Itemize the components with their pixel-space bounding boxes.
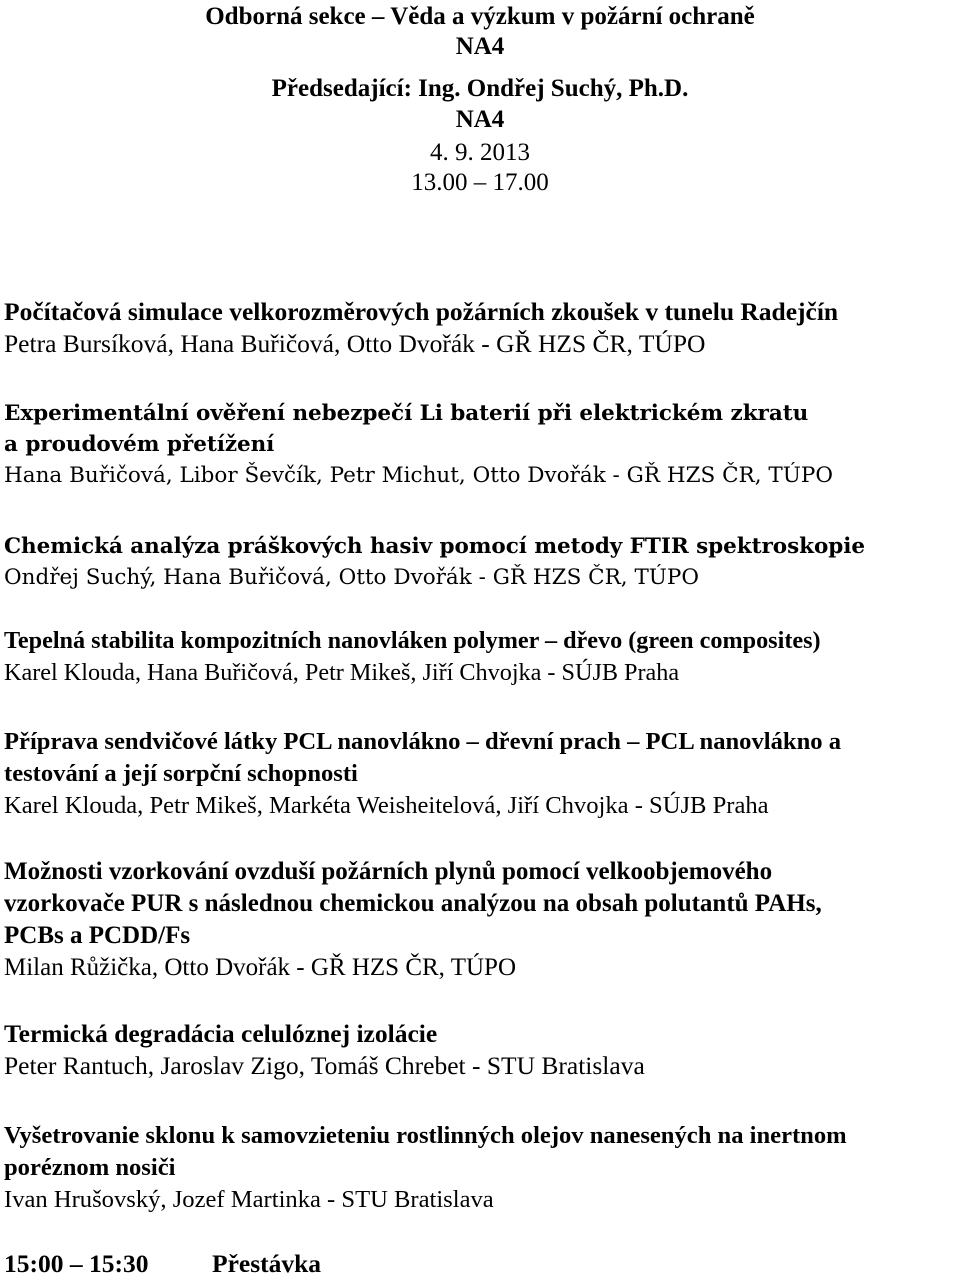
talk-title-continued: testování a její sorpční schopnosti (4, 760, 358, 787)
talk-title: Termická degradácia celulóznej izolácie (4, 1019, 438, 1048)
break-time: 15:00 – 15:30 (4, 1249, 149, 1278)
talk-title: Chemická analýza práškových hasiv pomocí metody FTIR spektroskopie (4, 534, 865, 559)
talk-title-continued: PCBs a PCDD/Fs (4, 922, 191, 949)
chairperson: Předsedající: Ing. Ondřej Suchý, Ph.D. (271, 75, 689, 102)
talk-title-continued: vzorkovače PUR s následnou chemickou analýzou na obsah polutantů PAHs, (4, 890, 822, 917)
talk-title: Počítačová simulace velkorozměrových požárních zkoušek v tunelu Radejčín (4, 297, 839, 326)
talk-item (4, 1018, 959, 1082)
break-label: Přestávka (212, 1249, 322, 1278)
talk-authors: Karel Klouda, Petr Mikeš, Markéta Weisheitelová, Jiří Chvojka - SÚJB Praha (4, 792, 769, 819)
talk-authors: Petra Bursíková, Hana Buřičová, Otto Dvořák - GŘ HZS ČR, TÚPO (4, 329, 706, 358)
talk-title: Možnosti vzorkování ovzduší požárních plynů pomocí velkoobjemového (4, 858, 773, 885)
talk-item (4, 1120, 959, 1216)
talk-title: Vyšetrovanie sklonu k samovzieteniu rostlinných olejov nanesených na inertnom (4, 1122, 847, 1149)
talk-authors: Milan Růžička, Otto Dvořák - GŘ HZS ČR, TÚPO (4, 954, 517, 981)
talk-item (4, 856, 959, 984)
room-label: NA4 (455, 33, 505, 60)
talk-item (4, 726, 959, 822)
talk-title-continued: a proudovém přetížení (4, 432, 275, 457)
talk-authors: Ondřej Suchý, Hana Buřičová, Otto Dvořák - GŘ HZS ČR, TÚPO (4, 565, 700, 590)
talk-title: Příprava sendvičové látky PCL nanovlákno – dřevní prach – PCL nanovlákno a (4, 728, 841, 755)
talk-item (4, 296, 959, 360)
session-time: 13.00 – 17.00 (411, 169, 549, 196)
room-label-secondary: NA4 (455, 106, 505, 133)
talk-item (4, 531, 959, 593)
talk-authors: Karel Klouda, Hana Buřičová, Petr Mikeš, Jiří Chvojka - SÚJB Praha (4, 659, 680, 686)
session-date: 4. 9. 2013 (430, 139, 530, 166)
talk-item (4, 398, 959, 491)
section-title: Odborná sekce – Věda a výzkum v požární ochraně (205, 3, 755, 30)
talk-item (4, 625, 959, 689)
break-row (4, 1248, 321, 1280)
talk-authors: Peter Rantuch, Jaroslav Zigo, Tomáš Chrebet - STU Bratislava (4, 1051, 645, 1080)
talk-title: Experimentální ověření nebezpečí Li baterií při elektrickém zkratu (4, 401, 809, 426)
talk-title: Tepelná stabilita kompozitních nanovláken polymer – dřevo (green composites) (4, 627, 821, 654)
talk-authors: Ivan Hrušovský, Jozef Martinka - STU Bratislava (4, 1186, 494, 1213)
talk-title-continued: poréznom nosiči (4, 1154, 176, 1181)
talk-authors: Hana Buřičová, Libor Ševčík, Petr Michut, Otto Dvořák - GŘ HZS ČR, TÚPO (4, 463, 833, 488)
